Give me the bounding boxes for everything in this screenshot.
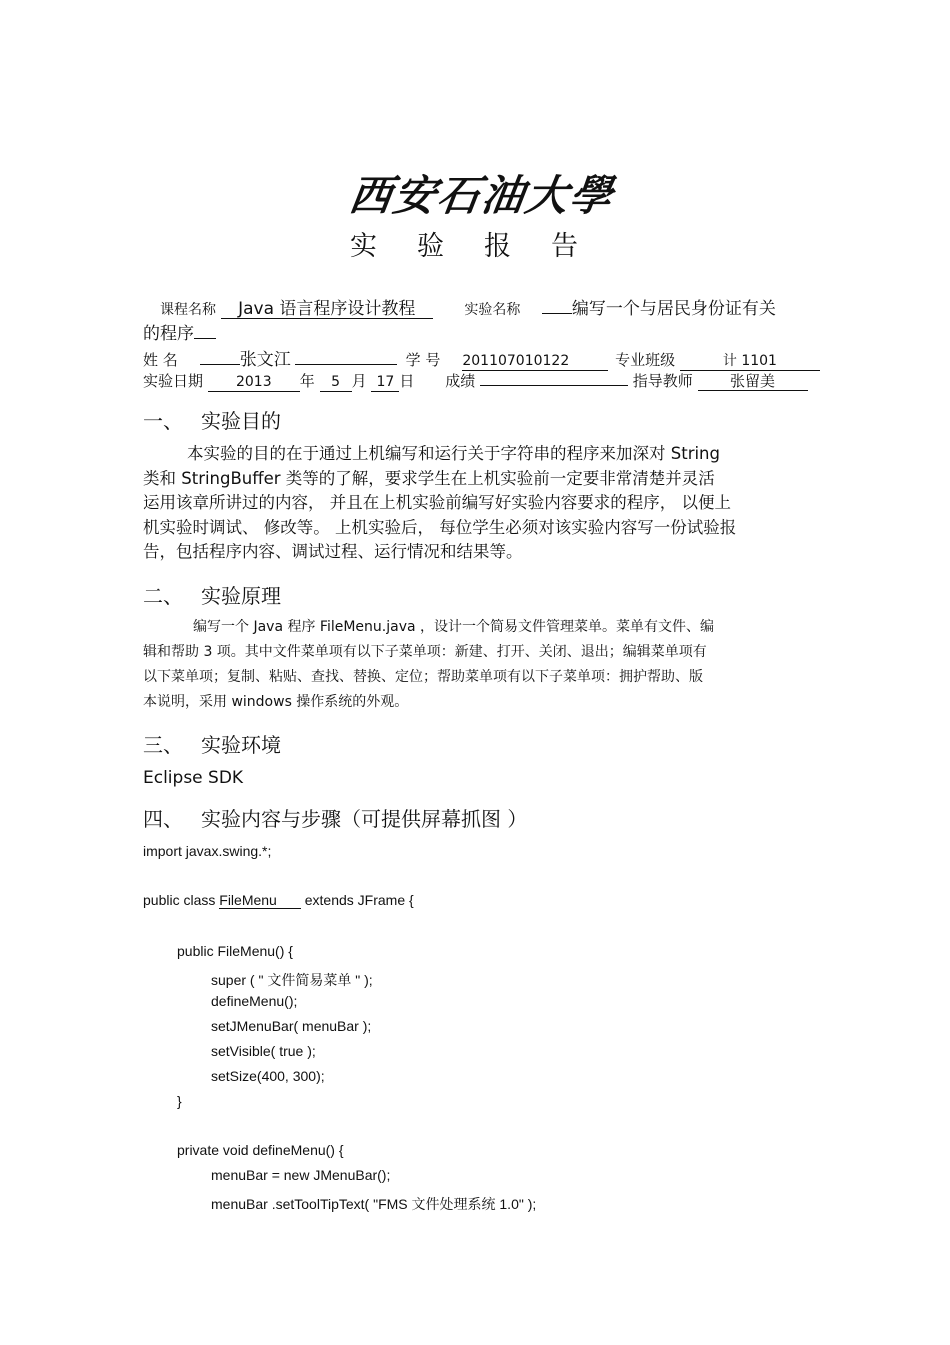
date-year: 2013 <box>208 373 300 392</box>
section-2-line: 编写一个 Java 程序 FileMenu.java ，设计一个简易文件管理菜单。菜单有文件、编 <box>193 619 715 635</box>
date-month-unit: 月 <box>351 372 367 390</box>
name-value: 张文江 <box>239 350 291 370</box>
section-1-line: 本实验的目的在于通过上机编写和运行关于字符串的程序来加深对 String <box>187 444 720 463</box>
section-4-number: 四、 <box>143 807 183 831</box>
code-line: setVisible( true ); <box>211 1043 316 1059</box>
section-4-heading <box>143 803 527 832</box>
teacher-label: 指导教师 <box>632 372 693 390</box>
code-line: private void defineMenu() { <box>177 1142 344 1158</box>
code-line: setSize(400, 300); <box>211 1068 325 1084</box>
class-name-token: FileMenu <box>219 892 301 909</box>
code-line: super ( " 文件简易菜单 " ); <box>211 972 373 988</box>
code-line: import javax.swing.*; <box>143 843 272 859</box>
section-2-body <box>143 615 714 715</box>
section-3-heading <box>143 729 281 758</box>
section-2-line: 以下菜单项；复制、粘贴、查找、替换、定位；帮助菜单项有以下子菜单项：拥护帮助、版 <box>143 669 703 685</box>
code-line <box>143 892 414 908</box>
university-logo: 西安石油大學 <box>346 171 618 220</box>
code-line: menuBar = new JMenuBar(); <box>211 1167 391 1183</box>
code-token: extends JFrame { <box>300 892 414 908</box>
code-token: public class <box>143 892 220 908</box>
section-3-text: Eclipse SDK <box>143 768 244 788</box>
report-title: 实验报告 <box>350 231 618 262</box>
section-1-line: 告，包括程序内容、调试过程、运行情况和结果等。 <box>143 542 523 562</box>
section-1-line: 运用该章所讲过的内容， 并且在上机实验前编写好实验内容要求的程序， 以便上 <box>143 493 731 513</box>
section-1-body <box>143 442 736 565</box>
experiment-value-cont: 的程序 <box>143 324 194 344</box>
date-day: 17 <box>371 373 399 392</box>
code-line: } <box>177 1093 182 1109</box>
code-line: setJMenuBar( menuBar ); <box>211 1018 372 1034</box>
name-row <box>143 345 820 371</box>
section-1-number: 一、 <box>143 409 183 433</box>
date-month: 5 <box>320 373 352 392</box>
date-row <box>143 370 808 392</box>
course-value: Java 语言程序设计教程 <box>221 300 433 319</box>
course-label: 课程名称 <box>160 302 216 318</box>
code-line: defineMenu(); <box>211 993 298 1009</box>
section-1-line: 机实验时调试、 修改等。 上机实验后， 每位学生必须对该实验内容写一份试验报 <box>143 517 737 537</box>
experiment-value: 编写一个与居民身份证有关 <box>571 299 776 319</box>
experiment-label: 实验名称 <box>464 302 521 318</box>
section-2-title: 实验原理 <box>201 584 281 608</box>
section-1-line: 类和 StringBuffer 类等的了解，要求学生在上机实验前一定要非常清楚并灵活 <box>143 468 715 488</box>
score-label: 成绩 <box>445 372 476 390</box>
class-value: 计 1101 <box>680 352 820 371</box>
section-2-heading <box>143 580 281 609</box>
section-4-title: 实验内容与步骤（可提供屏幕抓图 ） <box>201 807 528 831</box>
code-line: menuBar .setToolTipText( "FMS 文件处理系统 1.0" ); <box>211 1196 537 1212</box>
section-3-title: 实验环境 <box>201 733 281 757</box>
section-2-line: 本说明，采用 windows 操作系统的外观。 <box>143 694 409 710</box>
code-line: public FileMenu() { <box>177 943 293 959</box>
date-year-unit: 年 <box>299 372 315 390</box>
score-value <box>480 385 628 386</box>
student-id-value: 201107010122 <box>462 352 608 371</box>
experiment-value-cont-row <box>143 319 216 344</box>
section-2-number: 二、 <box>143 584 183 608</box>
date-label: 实验日期 <box>143 372 204 390</box>
section-3-number: 三、 <box>143 733 183 757</box>
class-label: 专业班级 <box>615 351 676 369</box>
section-1-heading <box>143 405 281 434</box>
name-label: 姓 名 <box>143 351 178 369</box>
section-2-line: 辑和帮助 3 项。其中文件菜单项有以下子菜单项：新建、打开、关闭、退出；编辑菜单项有 <box>143 644 707 660</box>
course-row <box>160 294 776 319</box>
date-day-unit: 日 <box>399 372 415 390</box>
student-id-label: 学 号 <box>405 351 441 369</box>
teacher-value: 张留美 <box>698 372 808 391</box>
section-1-title: 实验目的 <box>201 409 281 433</box>
